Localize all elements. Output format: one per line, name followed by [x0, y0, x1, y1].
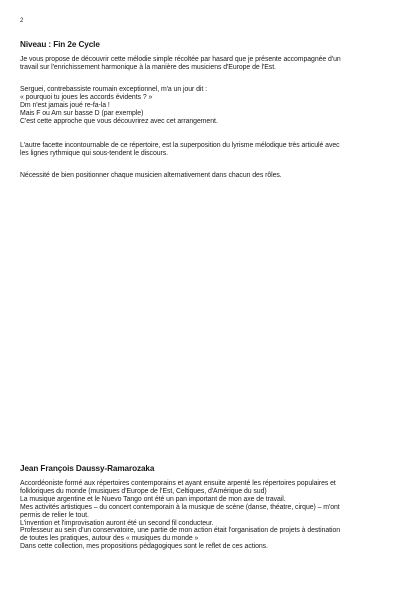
necessity-paragraph — [20, 172, 403, 180]
text-line: Mes activités artistiques – du concert contemporain à la musique de scène (danse, théatre, cirque) – m'ont — [20, 503, 340, 511]
author-heading: Jean François Daussy-Ramarozaka — [20, 464, 155, 473]
text-line: folkloriques du monde (musiques d'Europe de l'Est, Celtiques, d'Amérique du sud) — [20, 487, 267, 495]
level-heading: Niveau : Fin 2e Cycle — [20, 40, 100, 49]
text-line: Serguei, contrebassiste roumain exceptionnel, m'a un jour dit : — [20, 86, 207, 93]
text-line: L'invention et l'improvisation auront été un second fil conducteur. — [20, 519, 214, 527]
text-line: Je vous propose de découvrir cette mélodie simple récoltée par hasard que je présente accompagnée d'un — [20, 56, 341, 63]
text-line: Nécessité de bien positionner chaque musicien alternativement dans chacun des rôles. — [20, 172, 282, 179]
text-line: Dm n'est jamais joué re-fa-la ! — [20, 101, 110, 109]
text-line: « pourquoi tu joues les accords évidents ? » — [20, 93, 153, 101]
page-number: 2 — [20, 18, 24, 24]
text-line: Mais F ou Am sur basse D (par exemple) — [20, 109, 144, 117]
text-line: Accordéoniste formé aux répertoires contemporains et ayant ensuite arpenté les répertoires populaires et — [20, 480, 336, 487]
text-line: les lignes rythmique qui sous-tendent le discours. — [20, 149, 169, 157]
text-line: travail sur l'enrichissement harmonique à la manière des musiciens d'Europe de l'Est. — [20, 63, 276, 71]
text-line: C'est cette approche que vous découvrirez avec cet arrangement. — [20, 117, 218, 125]
text-line: de toutes les pratiques, autour des « musiques du monde » — [20, 535, 199, 543]
bio-paragraph — [20, 480, 403, 551]
text-line: L'autre facette incontournable de ce répertoire, est la superposition du lyrisme mélodique très articulé avec — [20, 142, 340, 149]
text-line: permis de relier le tout. — [20, 511, 89, 519]
text-line: La musique argentine et le Nuevo Tango ont été un pan important de mon axe de travail. — [20, 495, 286, 503]
text-line: Professeur au sein d'un conservatoire, une partie de mon action était l'organisation de projets à destination — [20, 527, 341, 535]
text-line: Dans cette collection, mes propositions pédagogiques sont le reflet de ces actions. — [20, 543, 268, 551]
intro-paragraph — [20, 56, 403, 72]
quote-paragraph — [20, 86, 403, 126]
facet-paragraph — [20, 142, 403, 158]
